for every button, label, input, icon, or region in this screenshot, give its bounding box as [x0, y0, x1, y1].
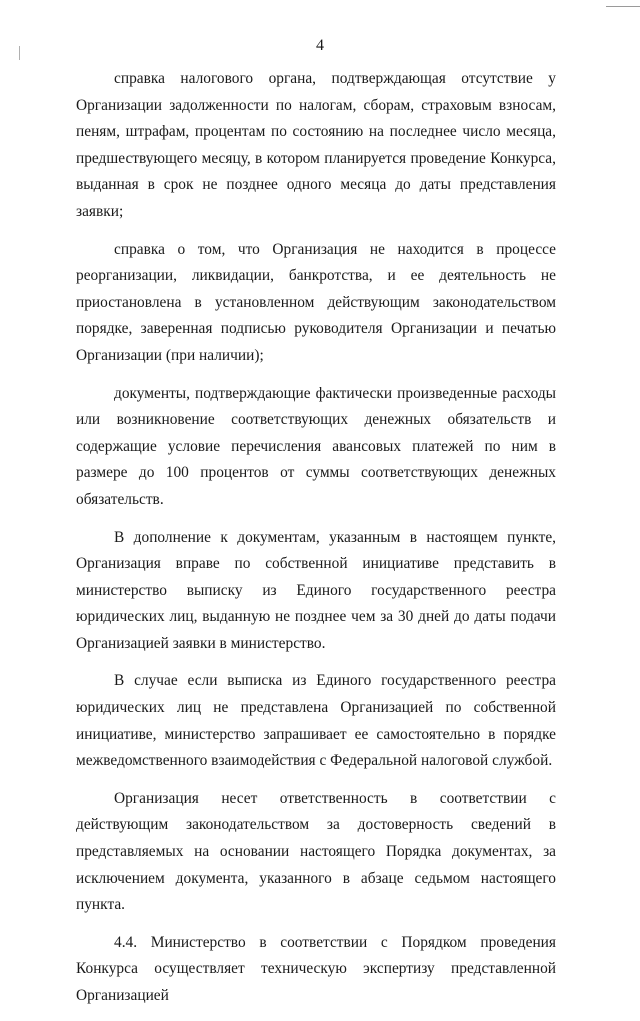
paragraph-registry-extract: В дополнение к документам, указанным в настоящем пункте, Организация вправе по собственной инициативе представить в министерство выписку из Единого государственного реестра юридических лиц, выданную не позднее чем за 30 дней до даты подачи Организацией заявки в министерство.: [76, 528, 556, 652]
document-body: [76, 66, 556, 1021]
scan-artifact-top: [606, 6, 640, 7]
paragraph-technical-expertise: 4.4. Министерство в соответствии с Порядком проведения Конкурса осуществляет техническую экспертизу представленной Организацией: [76, 933, 556, 1004]
paragraph-interagency-request: В случае если выписка из Единого государственного реестра юридических лиц не представлена Организацией по собственной инициативе, министерство запрашивает ее самостоятельно в порядке межведомственного взаимодействия с Федеральной налоговой службой.: [76, 672, 556, 770]
paragraph-responsibility: Организация несет ответственность в соответствии с действующим законодательством за достоверность сведений в представляемых на основании настоящего Порядка документах, за исключением документа, указанного в абзаце седьмом настоящего пункта.: [76, 789, 556, 914]
paragraph-tax-certificate: справка налогового органа, подтверждающая отсутствие у Организации задолженности по налогам, сборам, страховым взносам, пеням, штрафам, процентам по состоянию на последнее число месяца, предшествующего месяцу, в котором планируется проведение Конкурса, выданная в срок не позднее одного месяца до даты представления заявки;: [76, 70, 556, 220]
paragraph-expense-documents: документы, подтверждающие фактически произведенные расходы или возникновение соответствующих денежных обязательств и содержащие условие перечисления авансовых платежей по ним в размере до 100 процентов от суммы соответствующих денежных обязательств.: [76, 384, 556, 508]
page-number: 4: [316, 37, 324, 54]
paragraph-reorganization-certificate: справка о том, что Организация не находится в процессе реорганизации, ликвидации, банкротства, и ее деятельность не приостановлена в установленном действующим законодательством порядке, заверенная подписью руководителя Организации и печатью Организации (при наличии);: [76, 240, 556, 364]
